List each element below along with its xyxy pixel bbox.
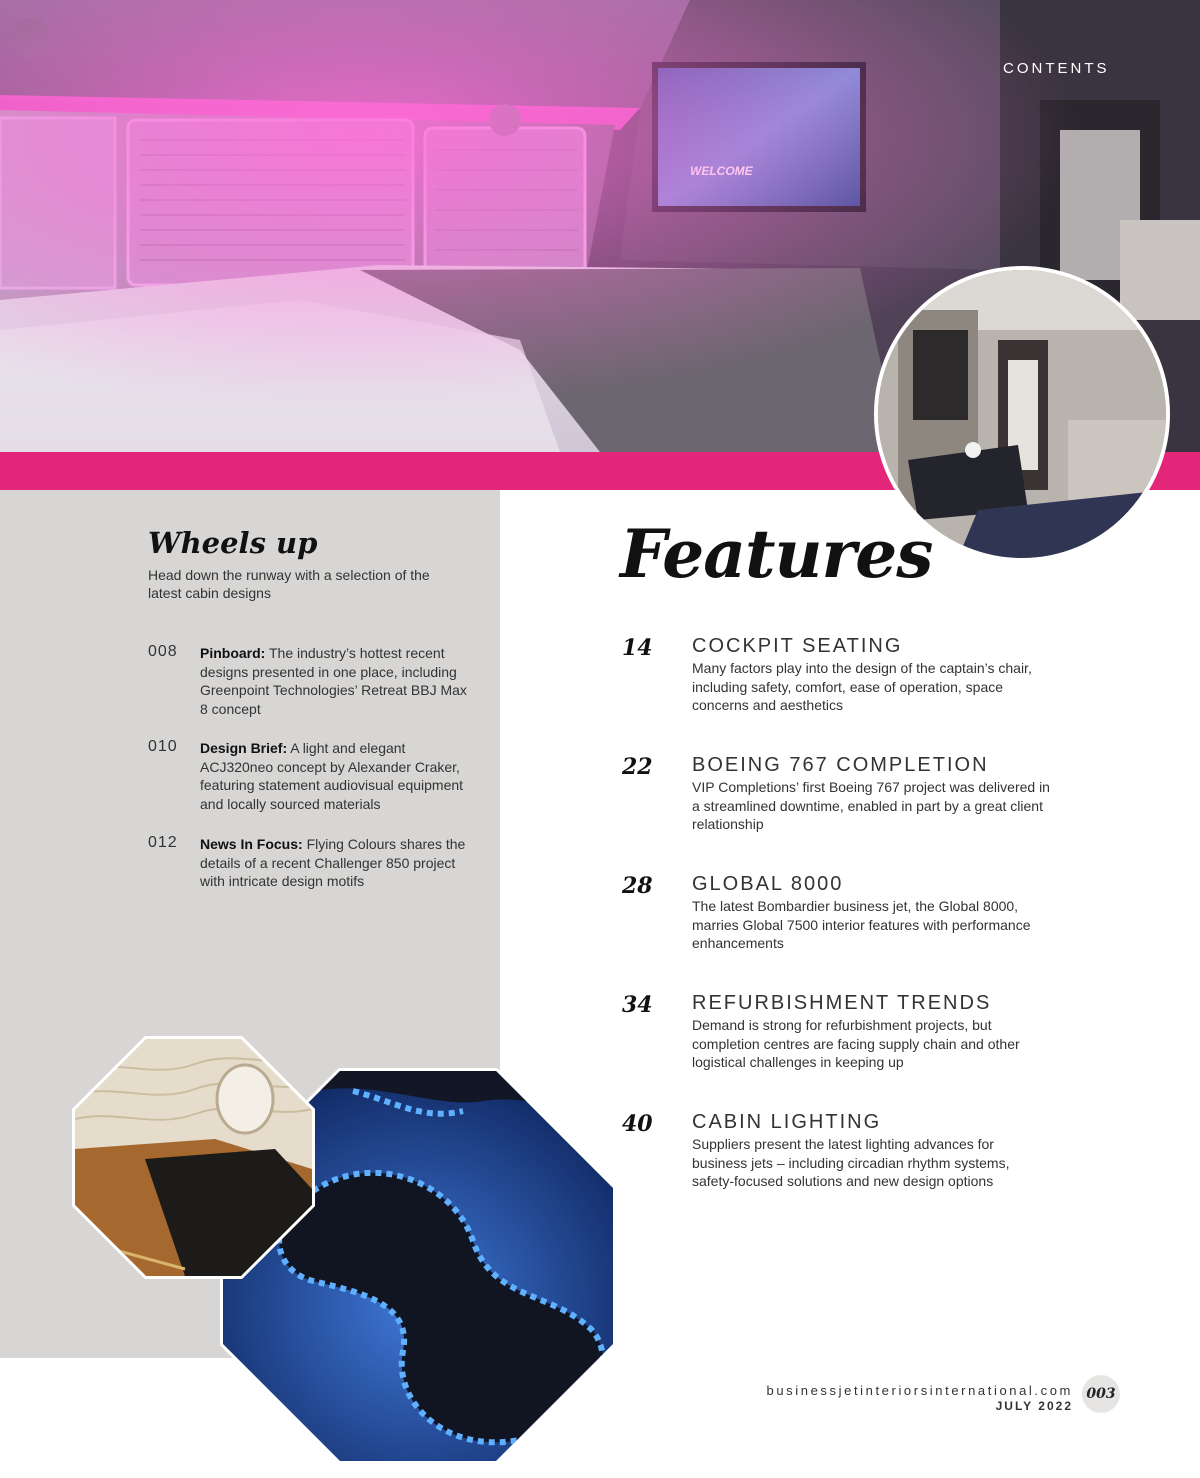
- item-text: A light and elegant ACJ320neo concept by Alexander Craker, featuring statement audiovisual equipment and locally sourced materials: [200, 740, 464, 812]
- item-description: [200, 739, 475, 813]
- item-description: [200, 644, 475, 718]
- item-label: Pinboard:: [200, 645, 266, 661]
- page-number: 14: [622, 635, 653, 661]
- feature-description: VIP Completions’ first Boeing 767 project was delivered in a streamlined downtime, enabled in part by a great client relationship: [692, 779, 1050, 832]
- item-text: Flying Colours shares the details of a recent Challenger 850 project with intricate design motifs: [200, 836, 466, 889]
- page-number: 40: [622, 1111, 653, 1137]
- page-number: 28: [622, 873, 653, 899]
- page-number: 34: [622, 992, 653, 1018]
- page-number: 010: [148, 738, 178, 755]
- page-number-badge: 003: [1082, 1375, 1120, 1413]
- item-description: [200, 835, 475, 891]
- item-label: News In Focus:: [200, 836, 303, 852]
- footer-url[interactable]: businessjetinteriorsinternational.com: [766, 1383, 1073, 1398]
- feature-heading: CABIN LIGHTING: [692, 1111, 882, 1133]
- octagon-photo-cabinetry: [75, 1039, 312, 1276]
- feature-description: The latest Bombardier business jet, the Global 8000, marries Global 7500 interior features with performance enhancements: [692, 898, 1031, 951]
- feature-heading: BOEING 767 COMPLETION: [692, 754, 989, 776]
- feature-description: Many factors play into the design of the captain’s chair, including safety, comfort, ease of operation, space concerns and aesthetics: [692, 660, 1032, 713]
- feature-heading: COCKPIT SEATING: [692, 635, 903, 657]
- page-number: 22: [622, 754, 653, 780]
- page-number: 008: [148, 643, 178, 660]
- page-number: 012: [148, 834, 178, 851]
- item-text: The industry’s hottest recent designs presented in one place, including Greenpoint Technologies’ Retreat BBJ Max 8 concept: [200, 645, 467, 717]
- footer-date: JULY 2022: [995, 1399, 1073, 1413]
- wheels-up-subtitle: Head down the runway with a selection of the latest cabin designs: [148, 567, 430, 601]
- cabinetry-illustration: [75, 1039, 312, 1276]
- item-label: Design Brief:: [200, 740, 288, 756]
- feature-description: Suppliers present the latest lighting advances for business jets – including circadian rhythm systems, safety-focused solutions and new design options: [692, 1136, 1010, 1189]
- feature-heading: GLOBAL 8000: [692, 873, 844, 895]
- wheels-up-title: Wheels up: [148, 526, 318, 560]
- feature-description: Demand is strong for refurbishment projects, but completion centres are facing supply chain and other logistical challenges in keeping up: [692, 1017, 1020, 1070]
- features-title: Features: [620, 515, 933, 593]
- feature-heading: REFURBISHMENT TRENDS: [692, 992, 992, 1014]
- contents-label: CONTENTS: [1003, 60, 1110, 77]
